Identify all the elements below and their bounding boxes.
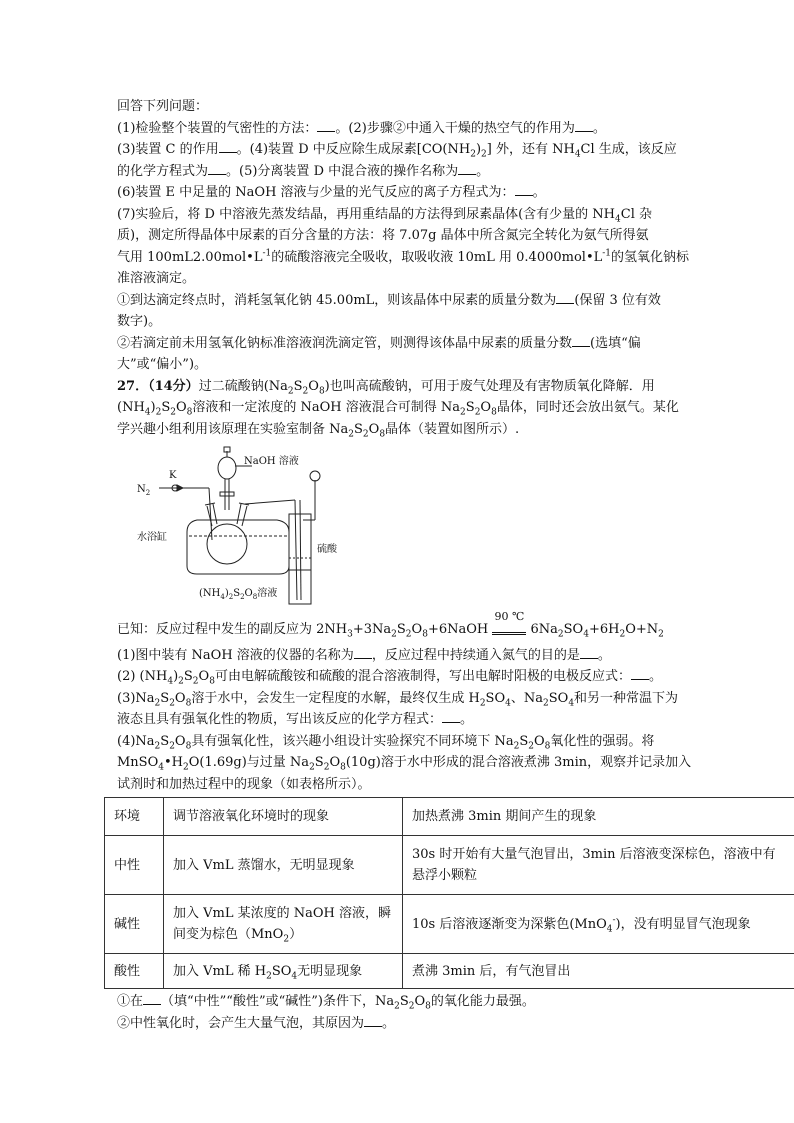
answer-blank[interactable] xyxy=(572,334,590,347)
answer-blank[interactable] xyxy=(631,667,649,680)
stopcock xyxy=(220,492,234,496)
table-cell: 10s 后溶液逐渐变为深紫色(MnO$_4$-)，没有明显冒气泡现象 xyxy=(403,895,794,954)
question-3: (3)装置 C 的作用 。(4)装置 D 中反应除生成尿素$[CO(NH_2)_2]$ 外，还有 $NH_4Cl$ 生成，该反应 xyxy=(117,142,677,160)
apparatus-figure xyxy=(117,440,697,615)
apparatus-diagram xyxy=(117,440,417,615)
table-header-row xyxy=(105,798,794,836)
question-3-line2: 的化学方程式为 。(5)分离装置 D 中混合液的操作名称为 。 xyxy=(117,163,490,179)
answer-blank[interactable] xyxy=(317,119,335,132)
part-4-line3: 试剂时和加热过程中的现象（如表格所示）。 xyxy=(117,776,371,792)
part-4: $(4)Na_2S_2O_8$具有强氧化性，该兴趣小组设计实验探究不同环境下 $Na_2S_2O_8$氧化性的强弱。将 xyxy=(117,733,655,752)
table-row xyxy=(105,895,794,954)
answer-blank[interactable] xyxy=(208,162,226,175)
question-7-line2: 质)，测定所得晶体中尿素的百分含量的方法：将 7.07g 晶体中所含氮完全转化为氨气所得氨 xyxy=(117,228,649,243)
answer-blank[interactable] xyxy=(354,646,372,659)
answer-blank[interactable] xyxy=(364,1014,382,1027)
question-7-sub1-line2: 数字)。 xyxy=(117,314,162,329)
answer-blank[interactable] xyxy=(219,140,237,153)
part-3: $(3)Na_2S_2O_8$溶于水中，会发生一定程度的水解，最终仅生成 $H_2SO_4$、$Na_2SO_4$和另一种常温下为 xyxy=(117,690,679,709)
table-header: 环境 xyxy=(105,798,164,836)
final-question-1: ①在 （填“中性”“酸性”或“碱性”)条件下，$Na_2S_2O_8$的氧化能力最强。 xyxy=(117,994,535,1012)
label-naoh: NaOH 溶液 xyxy=(244,456,299,467)
table-cell: 酸性 xyxy=(105,954,164,989)
answer-blank[interactable] xyxy=(575,119,593,132)
document-body xyxy=(114,96,776,1034)
table-cell: 加入 VmL 蒸馏水，无明显现象 xyxy=(164,836,403,895)
question-27-line2: $(NH_4)_2S_2O_8$溶液和一定浓度的 NaOH 溶液混合可制得 $Na_2S_2O_8$晶体，同时还会放出氨气。某化 xyxy=(117,400,679,418)
table-row xyxy=(105,836,794,895)
answer-blank[interactable] xyxy=(556,291,574,304)
label-k: K xyxy=(169,470,177,481)
table-row xyxy=(105,954,794,989)
question-1: (1)检验整个装置的气密性的方法： 。(2)步骤②中通入干燥的热空气的作用为 。 xyxy=(117,120,606,136)
part-1: (1)图中装有 NaOH 溶液的仪器的名称为 ，反应过程中持续通入氮气的目的是 。 xyxy=(117,647,611,663)
separatory-funnel xyxy=(218,457,236,479)
answer-blank[interactable] xyxy=(515,183,533,196)
question-6: (6)装置 E 中足量的 NaOH 溶液与少量的光气反应的离子方程式为： 。 xyxy=(117,185,546,200)
question-7-sub2-line2: 大”或“偏小”)。 xyxy=(117,357,208,372)
answer-blank[interactable] xyxy=(143,992,161,1005)
intro-line: 回答下列问题： xyxy=(117,99,209,114)
question-27-line3: 学兴趣小组利用该原理在实验室制备 $Na_2S_2O_8$晶体（装置如图所示）. xyxy=(117,421,520,440)
question-7-sub1: ①到达滴定终点时，消耗氢氧化钠 45.00mL，则该晶体中尿素的质量分数为 (保留 3 位有效 xyxy=(117,292,661,308)
water-bath xyxy=(187,520,289,574)
final-question-2: ②中性氧化时，会产生大量气泡，其原因为 。 xyxy=(117,1015,396,1031)
part-3-line2: 液态且具有强氧化性的物质，写出该反应的化学方程式： 。 xyxy=(117,712,474,727)
table-header: 加热煮沸 3min 期间产生的现象 xyxy=(403,798,794,836)
answer-blank[interactable] xyxy=(580,646,598,659)
part-4-line2: $MnSO_4•H_2O(1.69g)$与过量 $Na_2S_2O_8(10g)$溶于水中形成的混合溶液煮沸 3min，观察并记录加入 xyxy=(117,755,692,773)
table-header: 调节溶液氧化环境时的现象 xyxy=(164,798,403,836)
question-7: (7)实验后，将 D 中溶液先蒸发结晶，再用重结晶的方法得到尿素晶体(含有少量的 $NH_4Cl$ 杂 xyxy=(117,206,653,225)
part-2: (2) $(NH_4)_2S_2O_8$可由电解硫酸铵和硫酸的混合溶液制得，写出电解时阳极的电极反应式： 。 xyxy=(117,669,662,687)
question-7-line3: 气用 $100mL2.00mol•L^{-1}$的硫酸溶液完全吸收，取吸收液 10mL 用 $0.4000mol•L^{-1}$的氢氧化钠标 xyxy=(117,248,690,265)
question-number: 27．（14分） xyxy=(117,378,199,394)
drying-bulb xyxy=(310,471,320,481)
label-n2: $N_2$ xyxy=(137,484,151,497)
known-reaction: 已知：反应过程中发生的副反应为 $2NH_3+3Na_2S_2O_8+6NaOH$ 90 ℃ $6Na_2SO_4+6H_2O+N_2$ xyxy=(117,610,664,640)
answer-blank[interactable] xyxy=(458,162,476,175)
label-solution: $(NH_4)_2S_2O_8$溶液 xyxy=(199,588,278,601)
question-7-sub2: ②若滴定前未用氢氧化钠标准溶液润洗滴定管，则测得该体晶中尿素的质量分数 (选填“偏 xyxy=(117,335,641,351)
answer-blank[interactable] xyxy=(442,710,460,723)
reaction-condition: 90 ℃ xyxy=(492,619,526,641)
table-cell: 碱性 xyxy=(105,895,164,954)
question-27: 27．（14分）过二硫酸钠$(Na_2S_2O_8)$也叫高硫酸钠，可用于废气处理及有害物质氧化降解．用 xyxy=(117,378,655,397)
table-cell: 30s 时开始有大量气泡冒出，3min 后溶液变深棕色，溶液中有悬浮小颗粒 xyxy=(403,836,794,895)
table-cell: 加入 VmL 稀 $H_2SO_4$无明显现象 xyxy=(164,954,403,989)
observation-table xyxy=(104,797,794,989)
table-cell: 中性 xyxy=(105,836,164,895)
label-sulfuric-acid: 硫酸 xyxy=(317,544,337,555)
question-7-line4: 准溶液滴定。 xyxy=(117,271,196,286)
label-water-bath: 水浴缸 xyxy=(137,532,167,543)
table-cell: 煮沸 3min 后，有气泡冒出 xyxy=(403,954,794,989)
three-neck-flask xyxy=(207,524,247,564)
table-cell: 加入 VmL 某浓度的 NaOH 溶液，瞬间变为棕色（MnO$_2$） xyxy=(164,895,403,954)
